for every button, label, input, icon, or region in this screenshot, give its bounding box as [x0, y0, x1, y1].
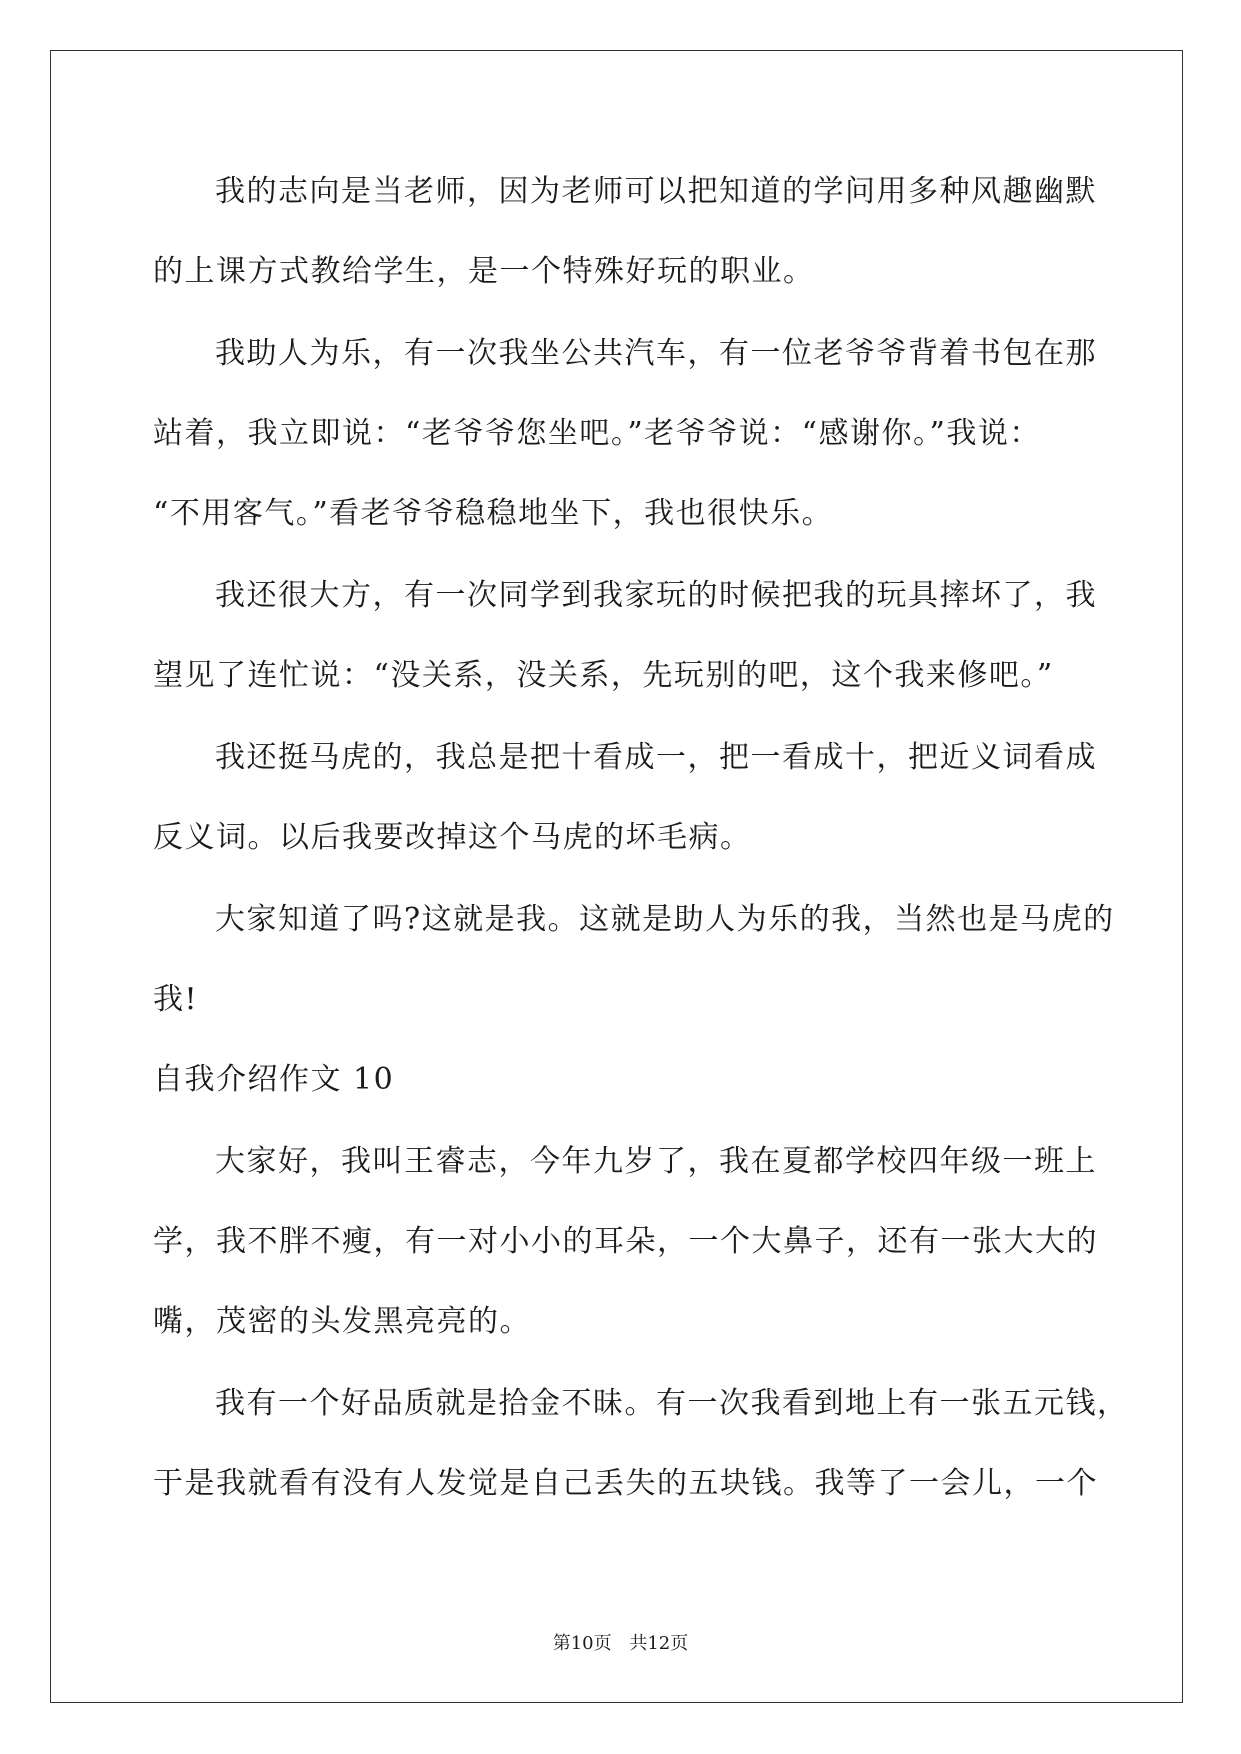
paragraph-line: 我! [153, 982, 199, 1017]
paragraph-line: 大家好，我叫王睿志，今年九岁了，我在夏都学校四年级一班上 [215, 1144, 1097, 1179]
paragraph-line: 大家知道了吗?这就是我。这就是助人为乐的我，当然也是马虎的 [215, 902, 1115, 937]
paragraph-line: 我还挺马虎的，我总是把十看成一，把一看成十，把近义词看成 [215, 740, 1097, 775]
paragraph-line: 我还很大方，有一次同学到我家玩的时候把我的玩具摔坏了，我 [215, 578, 1097, 613]
page-total: 共12页 [629, 1633, 689, 1654]
paragraph-line: 我助人为乐，有一次我坐公共汽车，有一位老爷爷背着书包在那 [215, 336, 1097, 371]
paragraph-line: 站着，我立即说：“老爷爷您坐吧。”老爷爷说：“感谢你。”我说： [153, 416, 1041, 451]
paragraph-line: 的上课方式教给学生，是一个特殊好玩的职业。 [153, 254, 815, 289]
paragraph-line: 望见了连忙说：“没关系，没关系，先玩别的吧，这个我来修吧。” [153, 658, 1054, 693]
page-border [50, 50, 1183, 1703]
section-heading: 自我介绍作文 10 [153, 1062, 395, 1097]
paragraph-line: 反义词。以后我要改掉这个马虎的坏毛病。 [153, 820, 752, 855]
page-number: 第10页 [552, 1633, 612, 1654]
paragraph-line: “不用客气。”看老爷爷稳稳地坐下，我也很快乐。 [153, 496, 834, 531]
paragraph-line: 学，我不胖不瘦，有一对小小的耳朵，一个大鼻子，还有一张大大的 [153, 1224, 1098, 1259]
paragraph-line: 我的志向是当老师，因为老师可以把知道的学问用多种风趣幽默 [215, 174, 1097, 209]
paragraph-line: 嘴，茂密的头发黑亮亮的。 [153, 1304, 531, 1339]
paragraph-line: 我有一个好品质就是拾金不昧。有一次我看到地上有一张五元钱， [215, 1386, 1129, 1421]
page-footer [0, 1632, 1241, 1656]
paragraph-line: 于是我就看有没有人发觉是自己丢失的五块钱。我等了一会儿，一个 [153, 1466, 1098, 1501]
